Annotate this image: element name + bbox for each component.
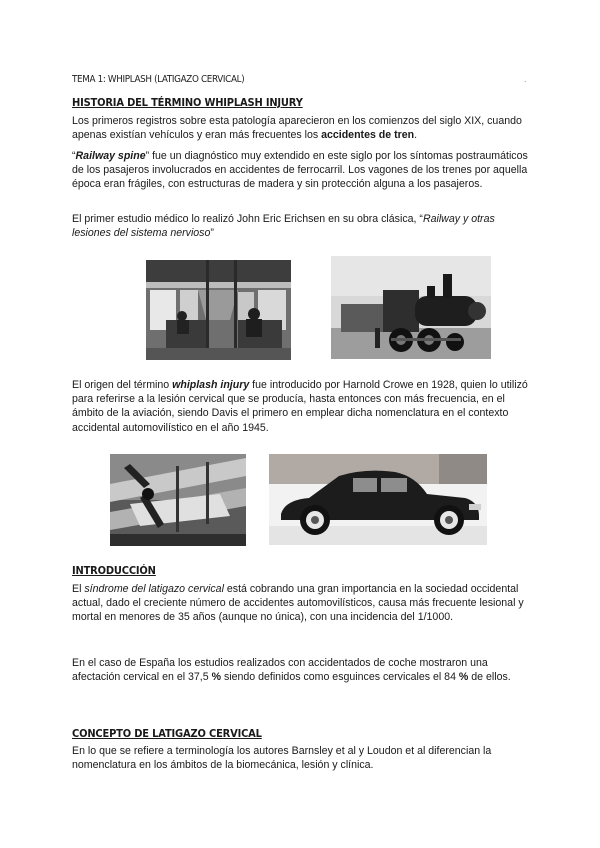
text: ” fue un diagnóstico muy extendido en este siglo por los síntomas postraumáticos de los pasajeros involucrados en accidentes de ferrocarril. Los vagones de los trenes por aquella época eran frágiles, con estructuras de madera y sin protección alguna a los pasajeros. [72,150,528,191]
paragraph-history-4 [72,378,532,435]
text: El origen del término [72,379,173,391]
section-heading-concepto: CONCEPTO DE LATIGAZO CERVICAL [72,727,262,740]
vintage-car-photo [269,454,487,545]
text: “ [72,150,76,162]
document-header: TEMA 1: WHIPLASH (LATIGAZO CERVICAL) [72,74,245,85]
paragraph-history-2 [72,149,532,192]
airplane-photo [110,454,246,546]
paragraph-intro-2 [72,656,532,684]
bold-text: accidentes de tren [321,129,415,142]
bold-text: % [458,671,469,684]
header-mark: . [524,74,527,84]
text: En el caso de España los estudios realizados con accidentados de coche mostraron una afectación cervical en el 37,5 [72,657,488,684]
text: de ellos. [468,671,511,684]
section-heading-history: HISTORIA DEL TÉRMINO WHIPLASH INJURY [72,96,303,109]
text: Los primeros registros sobre esta patología aparecieron en los comienzos del siglo XIX, cuando apenas existían vehículos y eran más frecuentes los [72,115,522,142]
text: ” [210,227,214,240]
paragraph-history-1 [72,114,532,142]
text: fue introducido por Harnold Crowe en 1928, quien lo utilizó para referirse a la lesión cervical que se producía, hasta entonces con más frecuencia, en el ámbito de la aviación, siendo Davis el primero en emplear dicha nomenclatura en el contexto accidental automovilístico en el año 1945. [72,379,528,434]
italic-text: Railway y otras lesiones del sistema nervioso [72,213,495,240]
paragraph-history-3 [72,212,532,240]
bold-italic-text: whiplash injury [172,379,250,391]
text: El [72,583,85,595]
locomotive-photo [331,256,491,359]
paragraph-intro-1 [72,582,532,625]
text: siendo definidos como esguinces cervicales el 84 [221,671,459,684]
text: . [414,129,418,142]
bold-italic-text: Railway spine [75,150,146,162]
section-heading-introduccion: INTRODUCCIÓN [72,564,156,577]
train-interior-photo [146,260,291,360]
italic-text: síndrome del latigazo cervical [84,583,224,595]
text: está cobrando una gran importancia en la sociedad occidental actual, dado el creciente número de accidentes automovilísticos, causa más frecuente lesional y mortal en menores de 35 años (aunque no única), con una incidencia del 1/1000. [72,583,524,624]
bold-text: % [211,671,221,684]
text: El primer estudio médico lo realizó John Eric Erichsen en su obra clásica, “ [72,213,423,225]
paragraph-concept-1: En lo que se refiere a terminología los autores Barnsley et al y Loudon et al diferencian la nomenclatura en los ámbitos de la biomecánica, lesión y clínica. [72,745,492,772]
